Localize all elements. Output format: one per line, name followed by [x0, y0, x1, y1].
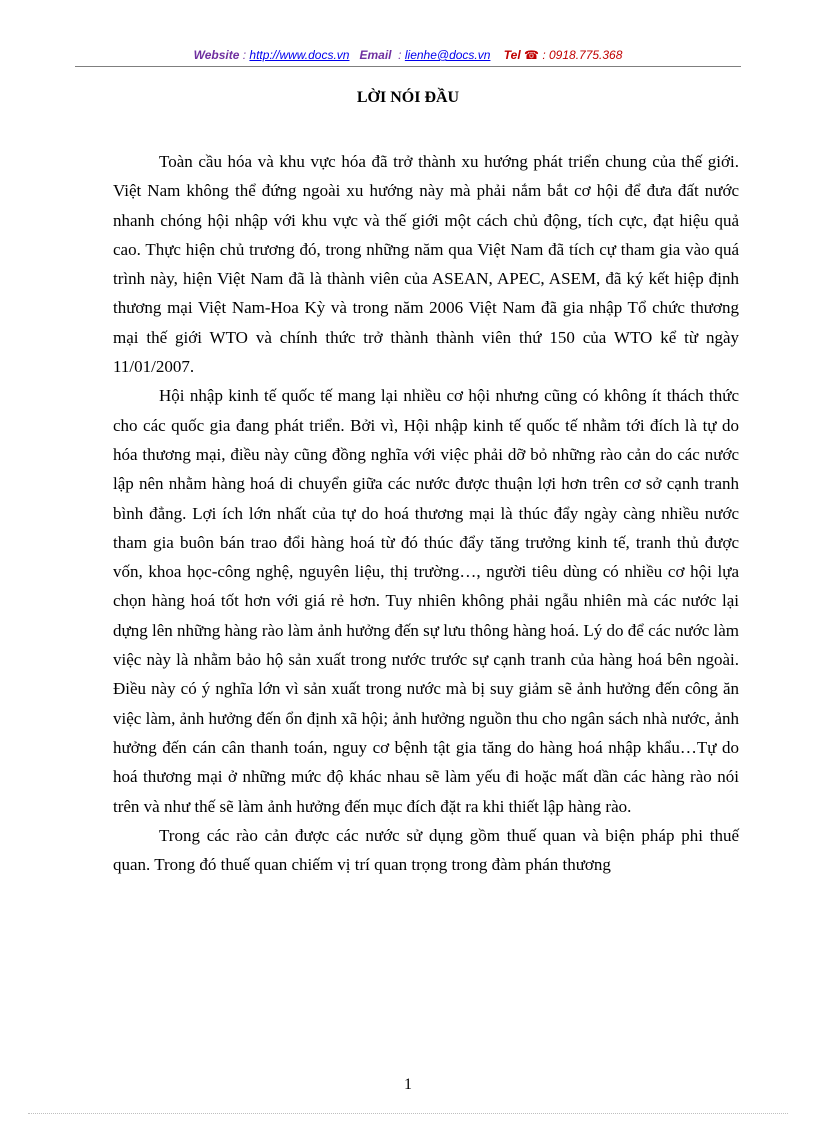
- website-link[interactable]: http://www.docs.vn: [249, 48, 350, 62]
- page-header: [75, 46, 741, 64]
- tel-separator: :: [542, 48, 546, 62]
- website-separator: :: [242, 48, 247, 62]
- email-label: Email: [359, 48, 392, 62]
- email-link[interactable]: lienhe@docs.vn: [404, 48, 491, 62]
- website-label: Website: [193, 48, 240, 62]
- page-number: 1: [404, 1076, 412, 1093]
- email-separator: :: [398, 48, 402, 62]
- document-body: [113, 147, 739, 879]
- header-divider: [75, 66, 741, 67]
- page-title: LỜI NÓI ĐẦU: [356, 89, 460, 106]
- tel-value: 0918.775.368: [549, 48, 623, 62]
- paragraph: Toàn cầu hóa và khu vực hóa đã trở thành xu hướng phát triển chung của thế giới. Việt Nam không thể đứng ngoài xu hướng này mà phải nắm bắt cơ hội để đưa đất nước nhanh chóng hội nhập với khu vực và thế giới một cách chủ động, tích cực, đạt hiệu quả cao. Thực hiện chủ trương đó, trong những năm qua Việt Nam đã tích cự tham gia vào quá trình này, hiện Việt Nam đã là thành viên của ASEAN, APEC, ASEM, đã ký kết hiệp định thương mại Việt Nam-Hoa Kỳ và trong năm 2006 Việt Nam đã gia nhập Tổ chức thương mại thế giới WTO và chính thức trở thành thành viên thứ 150 của WTO kể từ ngày 11/01/2007.: [113, 152, 739, 377]
- footer-divider: [28, 1113, 788, 1114]
- paragraph: Trong các rào cản được các nước sử dụng gồm thuế quan và biện pháp phi thuế quan. Trong đó thuế quan chiếm vị trí quan trọng trong đàm phán thương: [113, 825, 739, 875]
- paragraph: Hội nhập kinh tế quốc tế mang lại nhiều cơ hội nhưng cũng có không ít thách thức cho các quốc gia đang phát triển. Bởi vì, Hội nhập kinh tế quốc tế nhằm tới đích là tự do hóa thương mại, điều này cũng đồng nghĩa với việc phải dỡ bỏ những rào cản do các nước lập nên nhằm hàng hoá di chuyển giữa các nước được thuận lợi hơn trên cơ sở cạnh tranh bình đẳng. Lợi ích lớn nhất của tự do hoá thương mại là thúc đẩy ngày càng nhiều nước tham gia buôn bán trao đổi hàng hoá từ đó thúc đẩy tăng trưởng kinh tế, tranh thủ được vốn, khoa học-công nghệ, nguyên liệu, thị trường…, người tiêu dùng có nhiều cơ hội lựa chọn hàng hoá tốt hơn với giá rẻ hơn. Tuy nhiên không phải ngẫu nhiên mà các nước lại dựng lên những hàng rào làm ảnh hưởng đến sự lưu thông hàng hoá. Lý do để các nước làm việc này là nhằm bảo hộ sản xuất trong nước trước sự cạnh tranh của hàng hoá bên ngoài. Điều này có ý nghĩa lớn vì sản xuất trong nước mà bị suy giảm sẽ ảnh hưởng đến công ăn việc làm, ảnh hưởng đến ổn định xã hội; ảnh hưởng nguồn thu cho ngân sách nhà nước, ảnh hưởng đến cán cân thanh toán, nguy cơ bệnh tật gia tăng do hàng hoá nhập khẩu…Tự do hoá thương mại ở những mức độ khác nhau sẽ làm yếu đi hoặc mất dần các hàng rào nói trên và như thế sẽ làm ảnh hưởng đến mục đích đặt ra khi thiết lập hàng rào.: [113, 386, 739, 816]
- tel-label: Tel ☎: [503, 48, 539, 62]
